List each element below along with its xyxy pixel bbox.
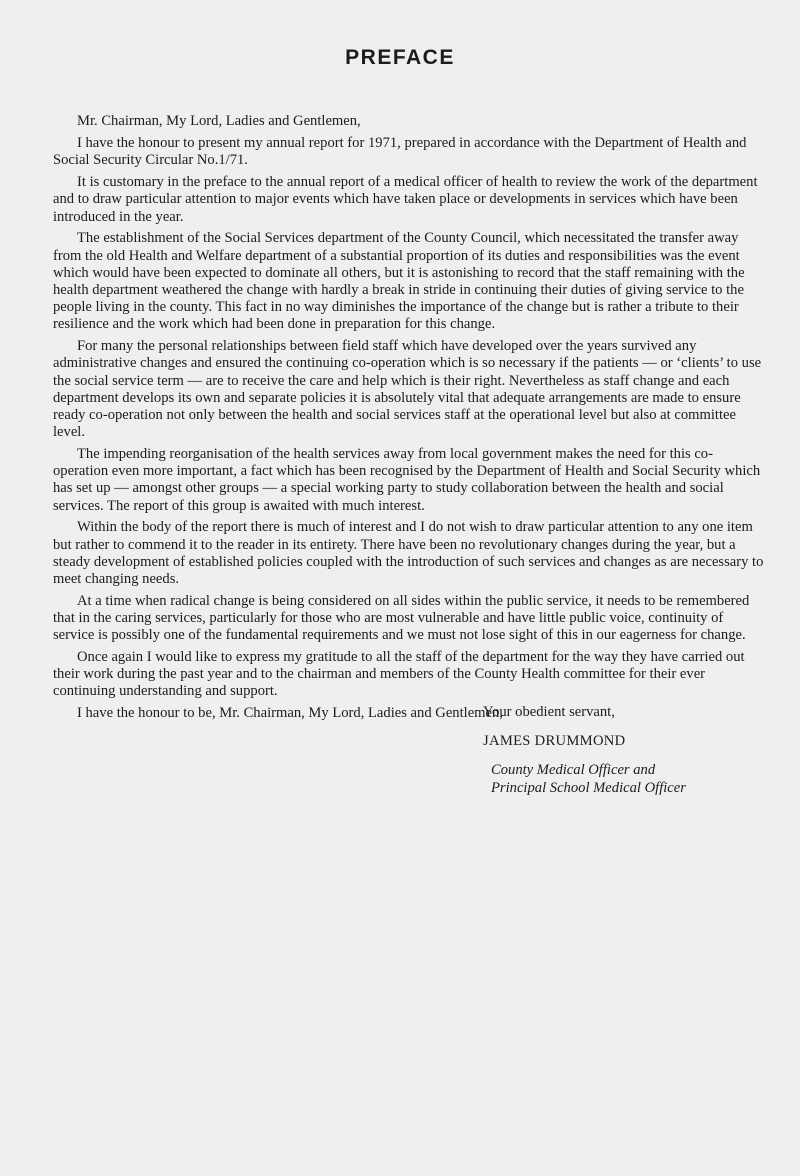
paragraph-social-services-establishment: The establishment of the Social Services department of the County Council, which necessitated the transfer away from the old Health and Welfare department of a substantial proportion of its duties and responsibilities was the event which would have been expected to dominate all others, but it is astonishing to record that the staff remaining with the health department weathered the change with hardly a break in stride in continuing their duties of giving service to the people living in the county. This fact in no way diminishes the importance of the change but is rather a tribute to their resilience and the work which had been done in preparation for this change. (53, 230, 745, 333)
page-title: PREFACE (345, 46, 455, 69)
preface-body (53, 113, 765, 727)
paragraph-report-introduction: I have the honour to present my annual report for 1971, prepared in accordance with the Department of Health and Social Security Circular No.1/71. (53, 135, 747, 169)
signature-role-line-1: County Medical Officer and (491, 762, 656, 779)
paragraph-closing-honour: I have the honour to be, Mr. Chairman, My Lord, Ladies and Gentlemen, (77, 705, 503, 722)
paragraph-radical-change: At a time when radical change is being considered on all sides within the public service, it needs to be remembered that in the caring services, particularly for those who are most vulnerable and have little public voice, continuity of service is possibly one of the fundamental requirements and we must not lose sight of this in our eagerness for change. (53, 592, 750, 644)
salutation: Mr. Chairman, My Lord, Ladies and Gentlemen, (77, 113, 361, 129)
signature-name: JAMES DRUMMOND (483, 733, 626, 750)
signature-role-line-2: Principal School Medical Officer (491, 779, 686, 796)
paragraph-preface-custom: It is customary in the preface to the annual report of a medical officer of health to review the work of the department and to draw particular attention to major events which have taken place or developments in services which have been introduced in the year. (53, 174, 758, 225)
paragraph-impending-reorganisation: The impending reorganisation of the health services away from local government makes the need for this co-operation even more important, a fact which has been recognised by the Department of Health and Social Security which has set up — amongst other groups — a special working party to study collaboration between the health and social services. The report of this group is awaited with much interest. (53, 446, 761, 514)
signature-closing: Your obedient servant, (483, 704, 615, 720)
paragraph-personal-relationships: For many the personal relationships between field staff which have developed over the years survived any administrative changes and ensured the continuing co-operation which is so necessary if the patients — or ‘clients’ to use the social service term — are to receive the care and help which is their right. Nevertheless as staff change and each department develops its own and separate policies it is absolutely vital that adequate arrangements are made to ensure ready co-operation not only between the health and social services staff at the operational level but also at committee level. (53, 338, 762, 441)
paragraph-report-body: Within the body of the report there is much of interest and I do not wish to draw particular attention to any one item but rather to commend it to the reader in its entirety. There have been no revolutionary changes during the year, but a steady development of established policies coupled with the introduction of such services and changes as are necessary to meet changing needs. (53, 519, 764, 588)
paragraph-gratitude: Once again I would like to express my gratitude to all the staff of the department for the way they have carried out their work during the past year and to the chairman and members of the County Health committee for their ever continuing understanding and support. (53, 649, 745, 700)
signature-block (483, 704, 783, 797)
